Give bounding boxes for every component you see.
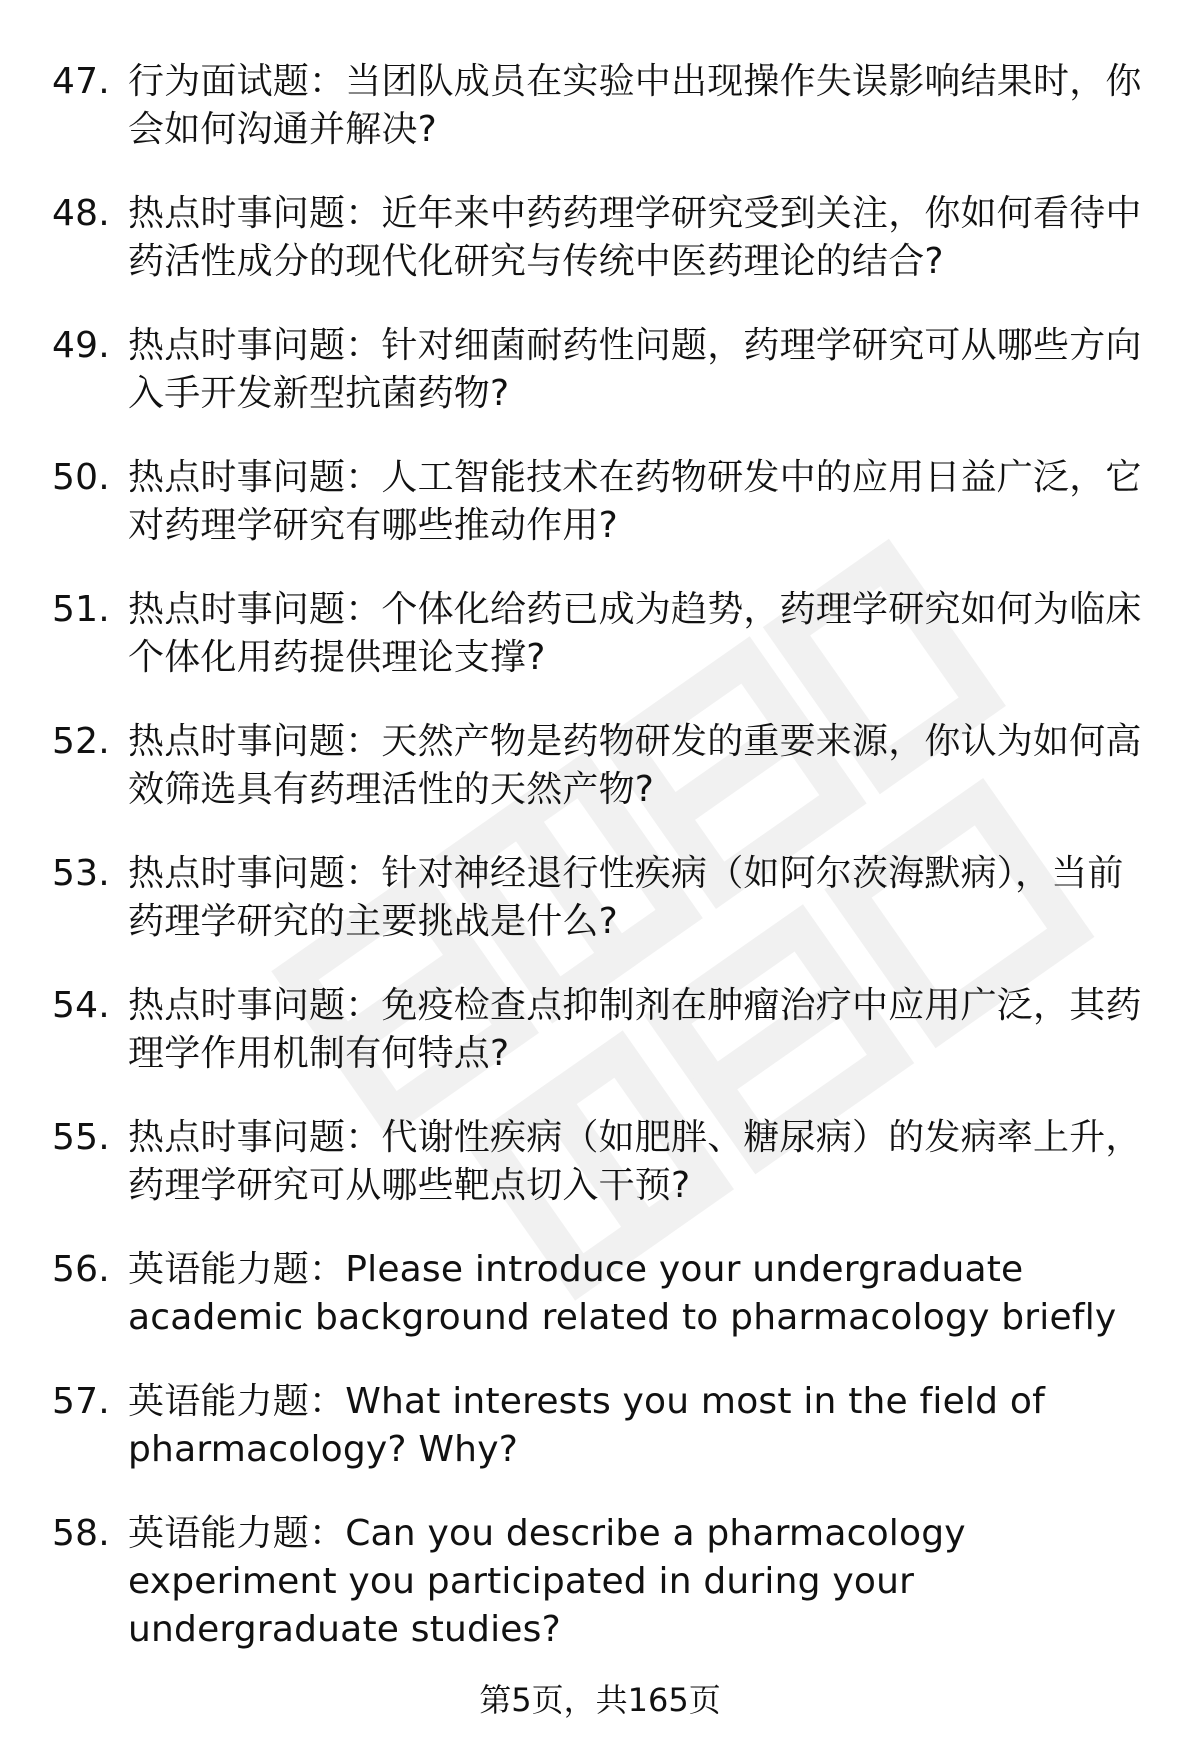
question-number: 58. <box>52 1513 110 1554</box>
question-text: Can you describe a pharmacology experiment you participated in during your undergraduate studies? <box>128 1513 966 1650</box>
question-body <box>128 322 1152 418</box>
question-item <box>52 322 1152 418</box>
question-number: 55. <box>52 1117 110 1158</box>
question-item <box>52 1114 1152 1210</box>
question-text: 人工智能技术在药物研发中的应用日益广泛，它对药理学研究有哪些推动作用? <box>128 457 1142 546</box>
question-number: 47. <box>52 61 110 102</box>
question-body <box>128 1246 1152 1342</box>
question-text: What interests you most in the field of pharmacology? Why? <box>128 1381 1045 1470</box>
question-text: 近年来中药药理学研究受到关注，你如何看待中药活性成分的现代化研究与传统中医药理论的结合? <box>128 193 1142 282</box>
question-item <box>52 1378 1152 1474</box>
question-text: 个体化给药已成为趋势，药理学研究如何为临床个体化用药提供理论支撑? <box>128 589 1142 678</box>
question-text: 天然产物是药物研发的重要来源，你认为如何高效筛选具有药理活性的天然产物? <box>128 721 1142 810</box>
question-number: 48. <box>52 193 110 234</box>
question-category: 行为面试题： <box>128 61 346 102</box>
question-text: 代谢性疾病（如肥胖、糖尿病）的发病率上升，药理学研究可从哪些靶点切入干预? <box>128 1117 1142 1206</box>
question-number: 50. <box>52 457 110 498</box>
question-body <box>128 1378 1152 1474</box>
question-category: 英语能力题： <box>128 1249 346 1290</box>
question-number: 49. <box>52 325 110 366</box>
question-body <box>128 982 1152 1078</box>
question-body <box>128 1114 1152 1210</box>
question-text: Please introduce your undergraduate academic background related to pharmacology briefly <box>128 1249 1117 1338</box>
question-item <box>52 1246 1152 1342</box>
question-text: 当团队成员在实验中出现操作失误影响结果时，你会如何沟通并解决? <box>128 61 1142 150</box>
question-text: 免疫检查点抑制剂在肿瘤治疗中应用广泛，其药理学作用机制有何特点? <box>128 985 1142 1074</box>
question-item <box>52 718 1152 814</box>
question-item <box>52 850 1152 946</box>
question-category: 热点时事问题： <box>128 721 382 762</box>
question-item <box>52 982 1152 1078</box>
question-list <box>52 58 1152 1690</box>
question-category: 热点时事问题： <box>128 193 382 234</box>
question-text: 针对神经退行性疾病（如阿尔茨海默病），当前药理学研究的主要挑战是什么? <box>128 853 1124 942</box>
question-body <box>128 586 1152 682</box>
question-item <box>52 58 1152 154</box>
question-item <box>52 586 1152 682</box>
question-category: 热点时事问题： <box>128 1117 382 1158</box>
page-footer <box>0 1680 1200 1720</box>
question-category: 热点时事问题： <box>128 457 382 498</box>
question-body <box>128 850 1152 946</box>
question-number: 54. <box>52 985 110 1026</box>
question-category: 热点时事问题： <box>128 985 382 1026</box>
question-body <box>128 718 1152 814</box>
question-category: 热点时事问题： <box>128 325 382 366</box>
question-body <box>128 58 1152 154</box>
question-category: 热点时事问题： <box>128 853 382 894</box>
question-body <box>128 1510 1152 1654</box>
question-text: 针对细菌耐药性问题，药理学研究可从哪些方向入手开发新型抗菌药物? <box>128 325 1142 414</box>
question-category: 热点时事问题： <box>128 589 382 630</box>
question-item <box>52 190 1152 286</box>
question-number: 57. <box>52 1381 110 1422</box>
question-body <box>128 454 1152 550</box>
question-number: 52. <box>52 721 110 762</box>
question-category: 英语能力题： <box>128 1513 346 1554</box>
question-item <box>52 1510 1152 1654</box>
question-number: 56. <box>52 1249 110 1290</box>
question-number: 51. <box>52 589 110 630</box>
page-number-label: 第5页，共165页 <box>479 1681 721 1719</box>
question-number: 53. <box>52 853 110 894</box>
question-body <box>128 190 1152 286</box>
question-item <box>52 454 1152 550</box>
question-category: 英语能力题： <box>128 1381 346 1422</box>
